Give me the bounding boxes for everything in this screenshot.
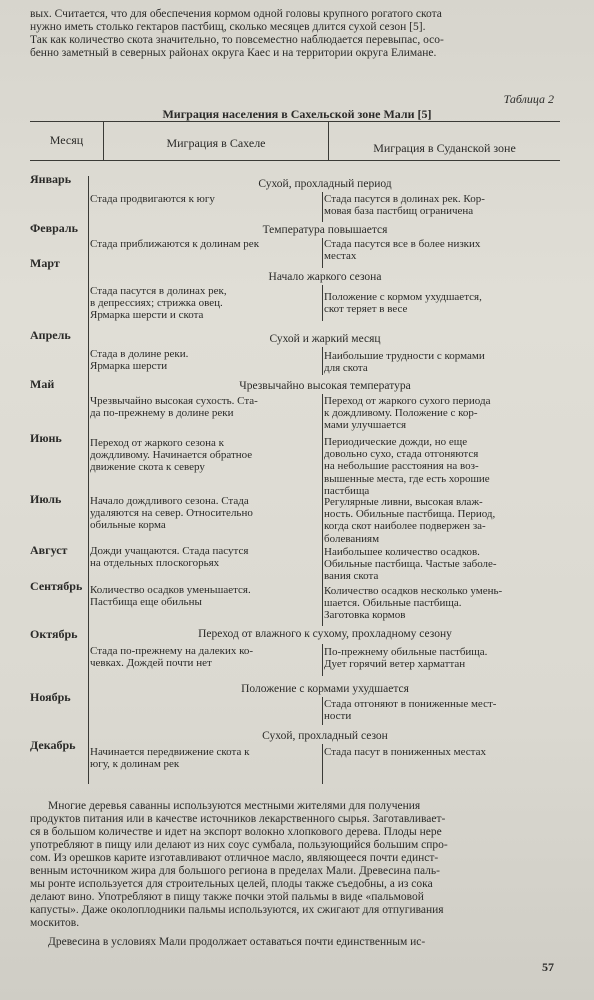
sahel-cell [90,285,320,322]
month-august: Август [30,543,68,557]
sahel-cell [90,584,320,608]
table-header-rule [30,160,560,161]
cell-line: шается. Обильные пастбища. [324,597,462,610]
cell-line: Стада по-прежнему на далеких ко- [90,645,254,657]
text-line: венным источником жира для большого региона в пределах Мали. Древесина паль- [30,865,440,877]
sahel-cell [90,348,320,372]
text-line: продуктов питания или в качестве источников лекарственного сырья. Заготавливает- [30,813,446,825]
cell-line: Дожди учащаются. Стада пасутся [90,545,249,557]
period-heading: Сухой, прохладный сезон [262,730,388,742]
table-title: Миграция населения в Сахельской зоне Мали [5] [162,107,432,121]
column-separator [322,644,323,676]
text-line: сом. Из орешков карите изготавливают отличное масло, являющееся почти единст- [30,852,439,864]
cell-line: вышенные места, где есть хорошие [324,472,490,485]
cell-line: Количество осадков несколько умень- [324,585,503,597]
cell-line: Стада пасут в пониженных местах [324,746,486,758]
cell-line: когда скот наиболее подвержен за- [324,520,486,533]
sahel-cell [90,395,320,419]
cell-line: Дует горячий ветер харматтан [324,658,466,671]
cell-line: вания скота [324,570,379,583]
header-month: Месяц [49,133,84,147]
period-heading: Сухой, прохладный период [258,178,392,190]
text-line: делают вино. Употребляют в пищу также почки этой пальмы в виде «пальмовой [30,891,424,903]
text-line: Так как количество скота значительно, то повсеместно наблюдается перевыпас, осо- [30,34,444,46]
month-february: Февраль [30,221,78,235]
body-paragraph [30,800,550,930]
cell-line: мовая база пастбищ ограничена [324,205,474,218]
sudan-cell [324,546,560,583]
sudan-cell [324,238,560,262]
cell-line: Стада пасутся в долинах рек, [90,285,227,297]
text-line: капусты». Даже околоплодники пальмы используются, их сжигают для отпугивания [30,904,444,916]
period-heading: Температура повышается [262,224,388,236]
cell-line: обильные корма [90,519,166,532]
cell-line: Переход от жаркого сухого периода [324,395,491,407]
column-separator [322,744,323,784]
cell-line: Положение с кормом ухудшается, [324,291,482,303]
column-separator [322,347,323,375]
cell-line: мами улучшается [324,419,407,432]
month-july: Июль [30,492,62,506]
sahel-cell [90,238,320,250]
sudan-cell [324,746,560,758]
cell-line: Стада пасутся в долинах рек. Кор- [324,193,485,205]
period-heading: Сухой и жаркий месяц [269,333,381,345]
cell-line: Стада приближаются к долинам рек [90,238,260,250]
cell-line: да по-прежнему в долине реки [90,407,234,420]
month-january: Январь [30,172,72,186]
text-line: мы ронте используется для строительных целей, плоды также съедобны, а из сока [30,878,433,890]
cell-line: довольно сухо, стада отгоняются [324,448,479,461]
cell-line: Заготовка кормов [324,609,406,622]
period-heading: Начало жаркого сезона [268,271,382,283]
month-september: Сентябрь [30,579,83,593]
cell-line: дождливому. Начинается обратное [90,449,253,462]
column-separator [322,285,323,321]
cell-line: Обильные пастбища. Частые заболе- [324,558,497,571]
cell-line: югу, к долинам рек [90,758,180,771]
page-number: 57 [542,960,554,974]
cell-line: на небольшие расстояния на воз- [324,460,479,473]
month-june: Июнь [30,431,62,445]
cell-line: ность. Обильные пастбища. Период, [324,508,496,521]
sudan-cell [324,291,560,315]
intro-paragraph [30,8,550,60]
month-april: Апрель [30,328,71,342]
text-line: Древесина в условиях Мали продолжает оставаться почти единственным ис- [48,936,426,948]
header-sudan: Миграция в Суданской зоне [373,141,516,155]
cell-line: местах [324,250,357,263]
sudan-cell [324,436,560,497]
table-top-rule [30,121,560,122]
cell-line: в депрессиях; стрижка овец. [90,297,223,310]
cell-line: Наибольшие трудности с кормами [324,350,485,362]
cell-line: пастбища [324,484,370,497]
cell-line: Количество осадков уменьшается. [90,584,251,596]
period-heading: Чрезвычайно высокая температура [239,380,411,392]
cell-line: удаляются на север. Относительно [90,507,253,520]
column-separator [322,697,323,725]
cell-line: Стада пасутся все в более низких [324,238,481,250]
header-sahel: Миграция в Сахеле [166,136,266,150]
cell-line: Переход от жаркого сезона к [90,437,225,449]
cell-line: По-прежнему обильные пастбища. [324,646,488,658]
cell-line: чевках. Дождей почти нет [90,657,212,670]
column-separator [322,238,323,268]
cell-line: Ярмарка шерсти [90,360,168,373]
sahel-cell [90,746,320,770]
period-heading: Переход от влажного к сухому, прохладному сезону [198,628,452,640]
cell-line: движение скота к северу [90,461,205,474]
sudan-cell [324,698,560,722]
cell-line: Стада отгоняют в пониженные мест- [324,698,497,710]
month-november: Ноябрь [30,690,71,704]
cell-line: Начинается передвижение скота к [90,746,250,758]
sudan-cell [324,193,560,217]
sahel-cell [90,645,320,669]
sahel-cell [90,545,320,569]
column-separator [322,192,323,222]
text-line: бенно заметный в северных районах округа Каес и на территории округа Елимане. [30,47,437,59]
body-paragraph [30,936,550,949]
sahel-cell [90,495,320,532]
cell-line: болеваниям [324,532,380,545]
cell-line: Периодические дожди, но еще [324,436,468,448]
cell-line: к дождливому. Положение с кор- [324,407,478,420]
sudan-cell [324,585,560,622]
cell-line: Начало дождливого сезона. Стада [90,495,249,507]
text-line: Многие деревья саванны используются местными жителями для получения [48,800,421,812]
column-separator [322,394,323,626]
cell-line: для скота [324,362,368,375]
text-line: нужно иметь столько гектаров пастбищ, сколько месяцев длится сухой сезон [5]. [30,21,426,33]
sahel-cell [90,193,320,205]
sudan-cell [324,395,560,432]
month-december: Декабрь [30,738,76,752]
cell-line: Чрезвычайно высокая сухость. Ста- [90,395,258,407]
sudan-cell [324,496,560,545]
text-line: вых. Считается, что для обеспечения кормом одной головы крупного рогатого скота [30,8,442,20]
text-line: употребляют в пищу или делают из них соус сумбала, пользующийся большим спро- [30,839,448,851]
month-may: Май [30,377,55,391]
cell-line: на отдельных плоскогорьях [90,557,220,570]
text-line: москитов. [30,917,80,929]
month-march: Март [30,256,60,270]
cell-line: Ярмарка шерсти и скота [90,309,204,322]
cell-line: Стада в долине реки. [90,348,189,360]
month-column-rule [88,176,89,784]
month-october: Октябрь [30,627,78,641]
cell-line: ности [324,710,352,723]
cell-line: Регулярные ливни, высокая влаж- [324,496,483,508]
text-line: ся в большом количестве и идет на экспорт волокно хлопкового дерева. Плоды нере [30,826,442,838]
sudan-cell [324,646,560,670]
cell-line: скот теряет в весе [324,303,408,316]
sudan-cell [324,350,560,374]
period-heading: Положение с кормами ухудшается [241,683,409,695]
sahel-cell [90,437,320,474]
table-label: Таблица 2 [503,92,554,106]
cell-line: Пастбища еще обильны [90,596,202,609]
cell-line: Стада продвигаются к югу [90,193,215,205]
cell-line: Наибольшее количество осадков. [324,546,480,558]
